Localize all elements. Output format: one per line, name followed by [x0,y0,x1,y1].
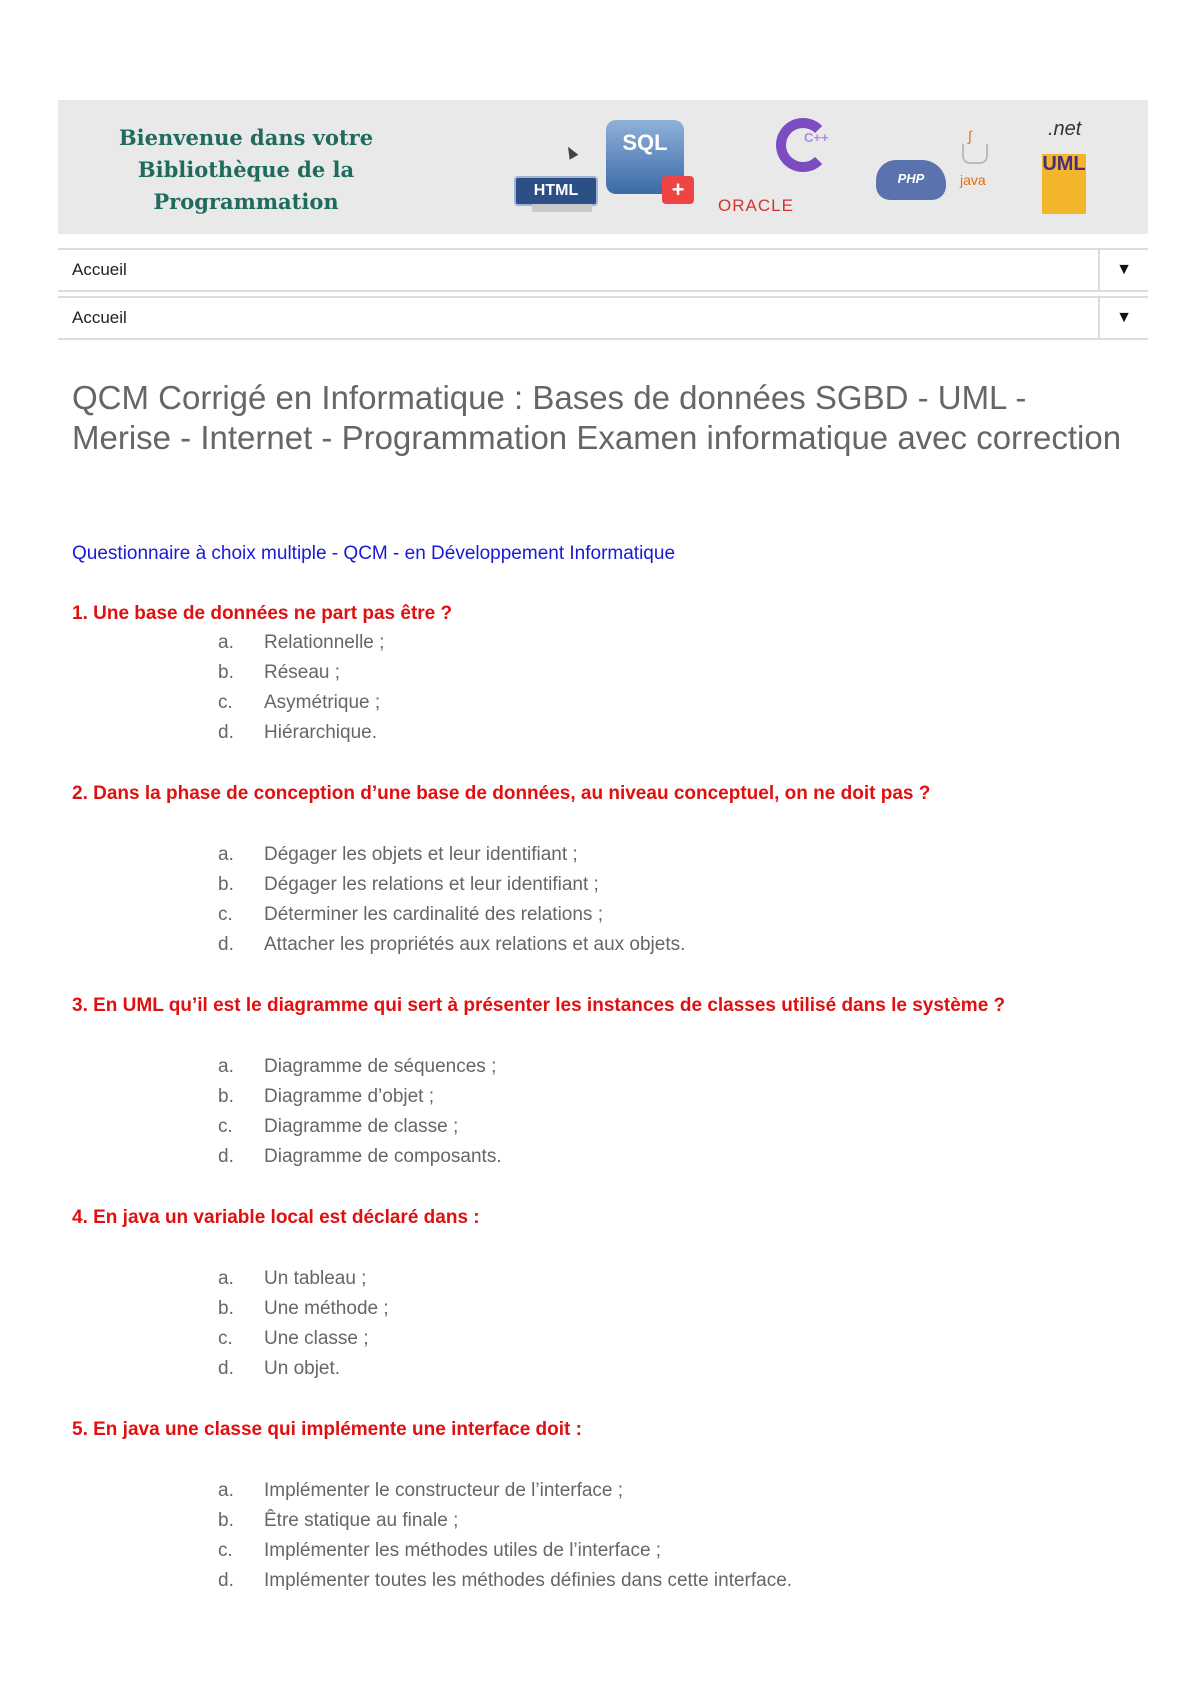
uml-logo-icon: UML [1042,154,1086,214]
question-text: 5. En java une classe qui implémente une interface doit : [72,1419,582,1440]
question-text: 1. Une base de données ne part pas être ? [72,603,453,624]
caret-down-icon[interactable]: ▼ [1098,298,1148,338]
banner-line: Programmation [153,189,339,214]
option-item: d. Hiérarchique. [218,722,377,743]
option-item: b. Réseau ; [218,662,341,683]
cursor-icon [564,144,579,159]
oracle-logo-icon: ORACLE [718,196,794,215]
question-5 [72,1416,1132,1596]
option-item: a. Dégager les objets et leur identifiant ; [218,844,578,865]
monitor-stand-icon [532,204,592,212]
option-item: c. Implémenter les méthodes utiles de l’interface ; [218,1540,662,1561]
sql-logo-icon: SQL [606,120,684,194]
question-2 [72,780,1132,960]
question-text: 4. En java un variable local est déclaré dans : [72,1207,480,1228]
java-steam-icon: ∫ [968,128,972,144]
option-item: c. Déterminer les cardinalité des relations ; [218,904,603,925]
site-banner[interactable] [58,100,1148,234]
cpp-logo-icon [776,118,830,172]
article-content [72,540,1132,1596]
question-1 [72,600,1132,748]
page-title: QCM Corrigé en Informatique : Bases de données SGBD - UML - Merise - Internet - Programmation Examen informatique avec correction [72,379,1122,456]
option-item: d. Implémenter toutes les méthodes définies dans cette interface. [218,1570,793,1591]
banner-line: Bibliothèque de la [137,157,355,182]
nav-dropdown-label: Accueil [72,308,127,327]
nav-dropdown-2[interactable] [58,296,1148,340]
option-list [72,628,1132,748]
option-item: d. Attacher les propriétés aux relations et aux objets. [218,934,686,955]
html-logo-icon: HTML [514,176,598,206]
question-text: 2. Dans la phase de conception d’une base de données, au niveau conceptuel, on ne doit pas ? [72,783,931,804]
nav-dropdown-label: Accueil [72,260,127,279]
option-item: c. Diagramme de classe ; [218,1116,459,1137]
question-3 [72,992,1132,1172]
option-item: a. Relationnelle ; [218,632,385,653]
option-list [72,1052,1132,1172]
option-item: d. Diagramme de composants. [218,1146,502,1167]
option-item: a. Un tableau ; [218,1268,367,1289]
option-item: b. Dégager les relations et leur identifiant ; [218,874,599,895]
option-item: b. Être statique au finale ; [218,1510,459,1531]
option-list [72,1476,1132,1596]
option-list [72,840,1132,960]
article-subtitle: Questionnaire à choix multiple - QCM - en Développement Informatique [72,543,676,564]
banner-welcome-text [76,122,416,218]
option-item: a. Implémenter le constructeur de l’interface ; [218,1480,624,1501]
php-elephant-icon: PHP [876,160,946,200]
nav-dropdown-1[interactable] [58,248,1148,292]
banner-line: Bienvenue dans votre [118,125,374,150]
option-item: a. Diagramme de séquences ; [218,1056,497,1077]
java-cup-icon [962,144,988,164]
option-item: b. Diagramme d’objet ; [218,1086,435,1107]
option-item: b. Une méthode ; [218,1298,389,1319]
option-item: d. Un objet. [218,1358,341,1379]
dotnet-logo-icon: .net [1048,118,1082,140]
option-item: c. Asymétrique ; [218,692,381,713]
option-item: c. Une classe ; [218,1328,369,1349]
question-4 [72,1204,1132,1384]
caret-down-icon[interactable]: ▼ [1098,250,1148,290]
question-text: 3. En UML qu’il est le diagramme qui sert à présenter les instances de classes utilisé dans le système ? [72,995,1006,1016]
java-logo-text: java [960,172,986,188]
cpp-logo-text: C++ [804,130,829,145]
sql-plus-icon: + [662,176,694,204]
option-list [72,1264,1132,1384]
